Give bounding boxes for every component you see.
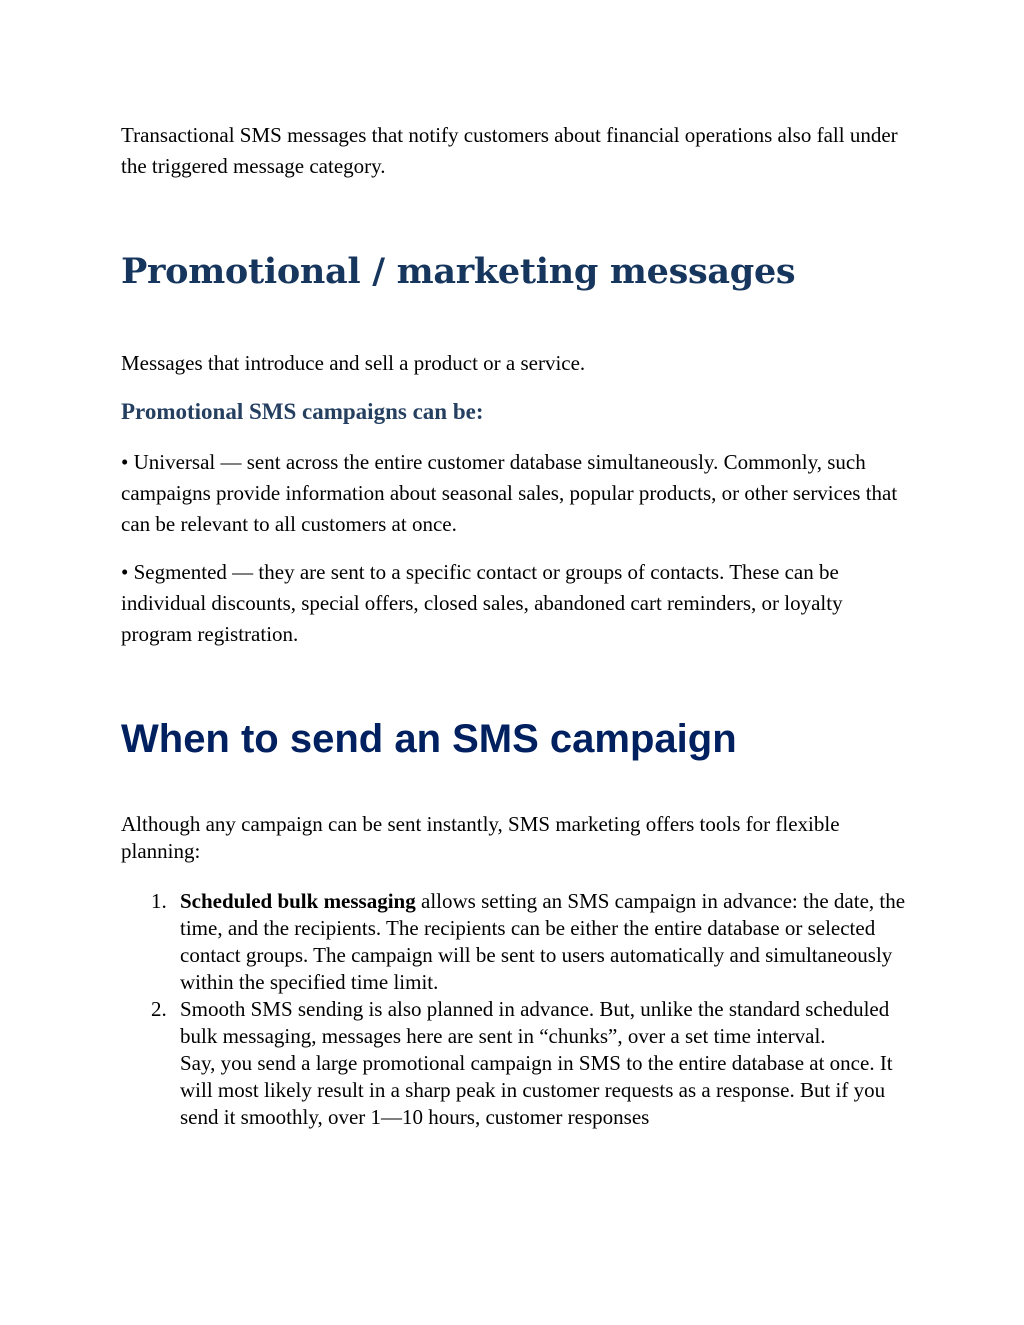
list-item-title: Scheduled bulk messaging <box>180 889 416 913</box>
list-item-text: allows setting an SMS campaign in advance: the date, the time, and the recipients. The recipients can be either the entire database or selected contact groups. The campaign will be sent to users automatically and simultaneously within the specified time limit. <box>180 889 906 994</box>
promotional-description: Messages that introduce and sell a product or a service. <box>121 351 586 375</box>
list-item-extra-text: Say, you send a large promotional campaign in SMS to the entire database at once. It will most likely result in a sharp peak in customer requests as a response. But if you send it smoothly, over 1—10 hours, customer responses <box>180 1051 893 1129</box>
when-description: Although any campaign can be sent instantly, SMS marketing offers tools for flexible planning: <box>121 812 840 863</box>
list-number: 2. <box>151 997 167 1021</box>
steps-list <box>121 888 911 1131</box>
list-item <box>121 888 911 996</box>
list-item-text: Smooth SMS sending is also planned in advance. But, unlike the standard scheduled bulk messaging, messages here are sent in “chunks”, over a set time interval. <box>180 997 890 1048</box>
promotional-subheading: Promotional SMS campaigns can be: <box>121 399 484 424</box>
intro-paragraph: Transactional SMS messages that notify customers about financial operations also fall under the triggered message category. <box>121 123 898 178</box>
promotional-heading: Promotional / marketing messages <box>121 251 796 292</box>
bullet-segmented: • Segmented — they are sent to a specific contact or groups of contacts. These can be individual discounts, special offers, closed sales, abandoned cart reminders, or loyalty program registration. <box>121 560 843 646</box>
bullet-universal: • Universal — sent across the entire customer database simultaneously. Commonly, such campaigns provide information about seasonal sales, popular products, or other services that can be relevant to all customers at once. <box>121 450 898 536</box>
list-item <box>121 996 911 1131</box>
when-heading: When to send an SMS campaign <box>121 717 737 761</box>
list-number: 1. <box>151 889 167 913</box>
